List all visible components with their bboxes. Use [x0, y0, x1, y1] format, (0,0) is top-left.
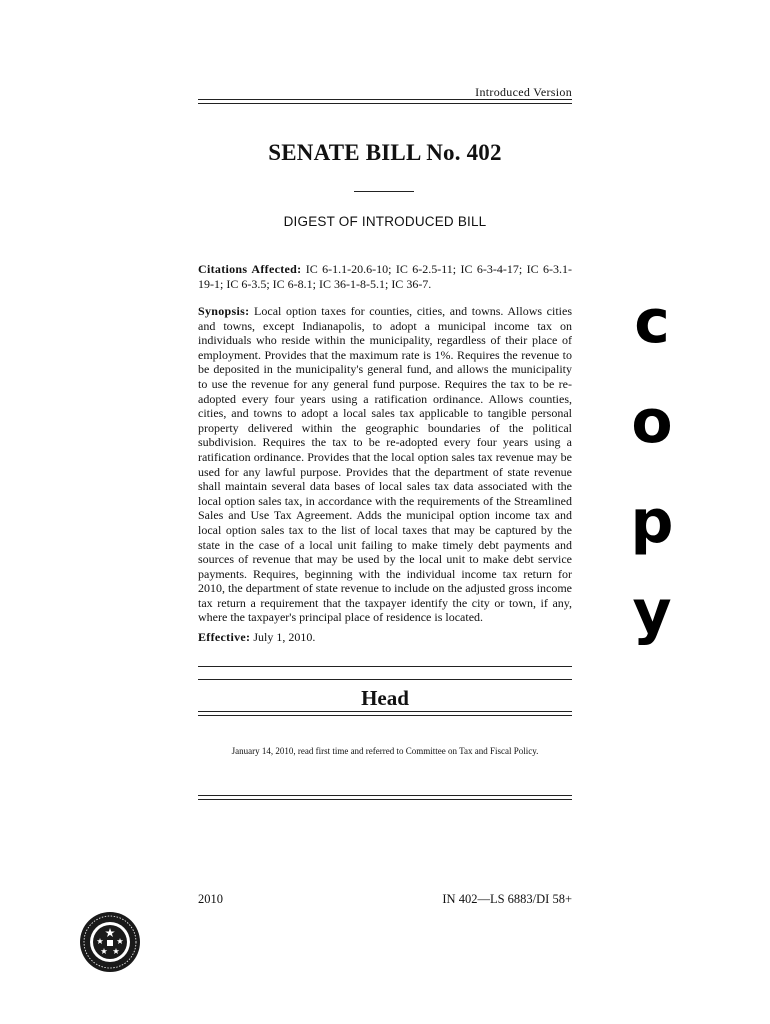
copy-watermark-letter: p: [630, 487, 674, 557]
digest-heading: DIGEST OF INTRODUCED BILL: [283, 214, 487, 229]
footer-ls-number: IN 402—LS 6883/DI 58+: [442, 892, 572, 906]
effective-paragraph: [198, 630, 572, 645]
history-rule: [198, 795, 572, 800]
bill-history: January 14, 2010, read first time and referred to Committee on Tax and Fiscal Policy.: [231, 746, 539, 756]
citations-text: IC 6-1.1-20.6-10; IC 6-2.5-11; IC 6-3-4-17; IC 6-3.1-19-1; IC 6-3.5; IC 6-8.1; IC 36-1-8-5.1; IC 36-7.: [198, 262, 572, 291]
head-rule: [198, 711, 572, 716]
copy-watermark-letter: y: [632, 577, 672, 647]
state-seal-icon: [78, 910, 142, 974]
effective-text: July 1, 2010.: [250, 630, 316, 644]
effective-label: Effective:: [198, 630, 251, 644]
synopsis-paragraph: [198, 304, 572, 625]
divider: [198, 666, 572, 667]
head-title: Head: [361, 686, 409, 710]
footer-year: 2010: [198, 892, 223, 906]
copy-watermark-letter: c: [634, 287, 670, 357]
divider: [198, 679, 572, 680]
citations-label: Citations Affected:: [198, 262, 302, 276]
synopsis-text: Local option taxes for counties, cities, and towns. Allows cities and towns, except Indianapolis, to adopt a municipal income tax on individuals who reside within the municipality, regardless of their place of employment. Provides that the maximum rate is 1%. Requires the revenue to be deposited in the municipality's general fund, and allows the municipality to use the revenue for any general fund purpose. Requires the tax to be re-adopted every four years using a ratification ordinance. Allows counties, cities, and towns to adopt a local sales tax applicable to tangible personal property delivered within the geographic boundaries of the political subdivision. Requires the tax to be re-adopted every four years using a ratification ordinance. Provides that the local option sales tax revenue may be used for any lawful purpose. Provides that the department of state revenue shall maintain several data bases of local sales tax data associated with the local option sales tax, in accordance with the requirements of the Streamlined Sales and Use Tax Agreement. Adds the municipal option income tax and local option sales tax to the list of local taxes that may be captured by the state in the case of a local unit failing to make timely debt payments and sources of revenue that may be used by the local unit to make debt service payments. Requires, beginning with the individual income tax return for 2010, the department of state revenue to include on the adjusted gross income tax return a requirement that the taxpayer identify the city or town, if any, where the taxpayer's principal place of residence is located.: [198, 304, 572, 625]
bill-title: SENATE BILL No. 402: [268, 140, 502, 165]
citations-paragraph: [198, 262, 572, 291]
title-underline: [354, 191, 414, 192]
version-label: Introduced Version: [475, 85, 572, 99]
synopsis-label: Synopsis:: [198, 304, 250, 318]
copy-watermark-letter: o: [631, 387, 673, 457]
header-rule: [198, 99, 572, 104]
